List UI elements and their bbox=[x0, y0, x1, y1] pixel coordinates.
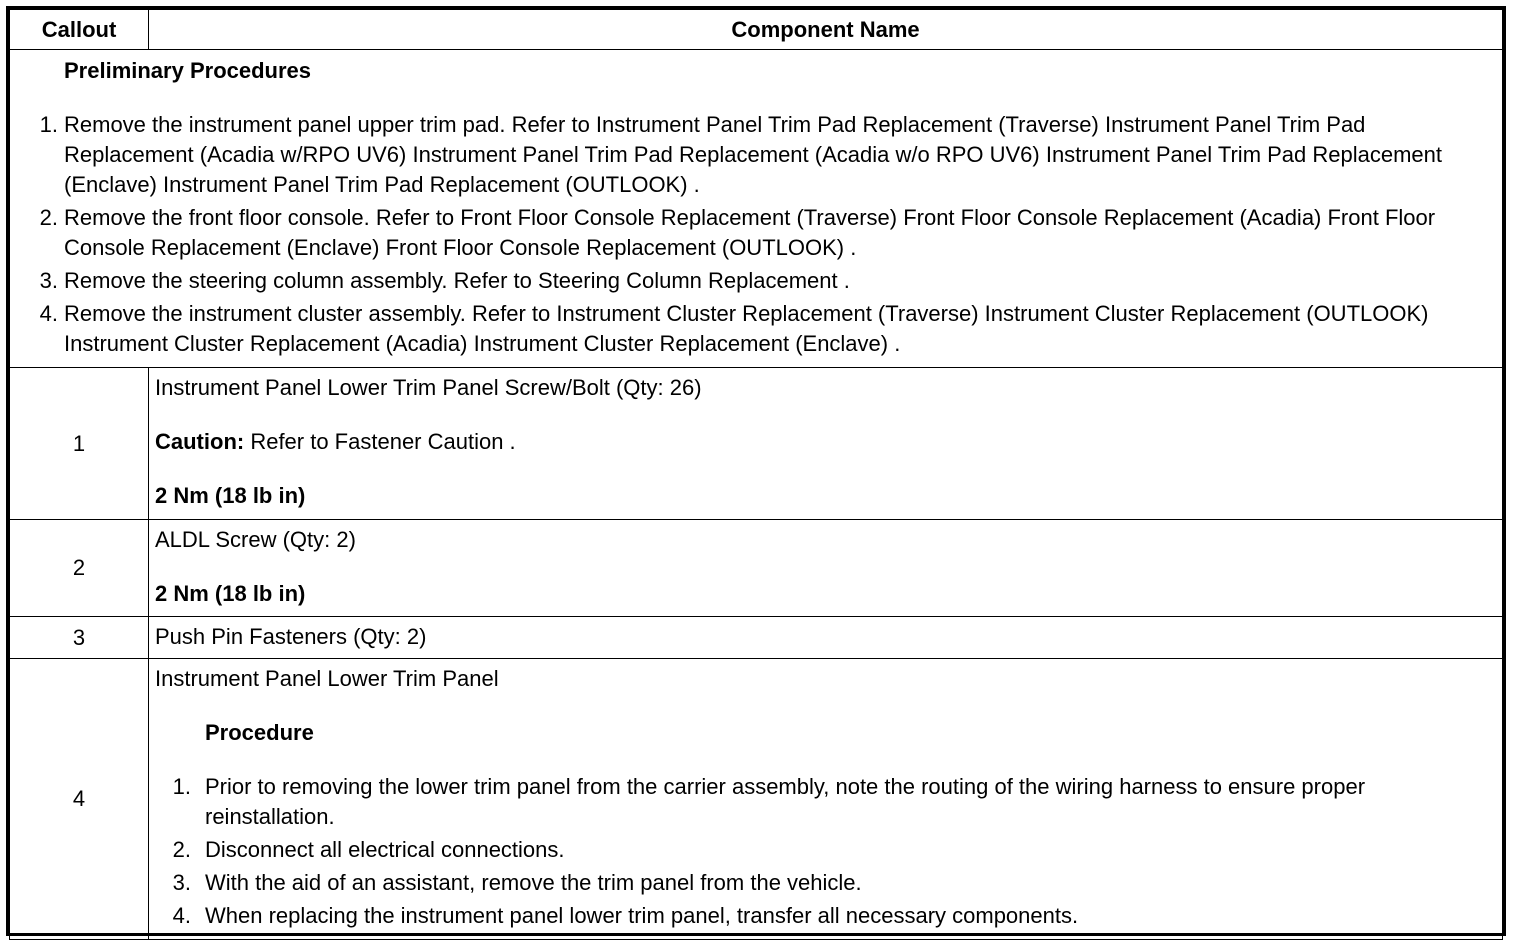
callout-number: 4 bbox=[10, 659, 149, 940]
component-name-header: Component Name bbox=[149, 10, 1503, 50]
component-cell bbox=[149, 659, 1503, 940]
preliminary-step bbox=[20, 266, 1492, 296]
callout-number: 3 bbox=[10, 617, 149, 659]
component-name: Instrument Panel Lower Trim Panel bbox=[155, 666, 499, 691]
caution-note bbox=[155, 427, 1496, 457]
step-number: 1. bbox=[172, 774, 191, 799]
torque-spec: 2 Nm (18 lb in) bbox=[155, 581, 306, 606]
preliminary-step bbox=[20, 203, 1492, 263]
step-text: Disconnect all electrical connections. bbox=[205, 837, 565, 862]
table-row bbox=[10, 659, 1503, 940]
preliminary-cell bbox=[10, 50, 1503, 368]
table-row bbox=[10, 520, 1503, 617]
component-name: ALDL Screw (Qty: 2) bbox=[155, 527, 356, 552]
step-text: With the aid of an assistant, remove the trim panel from the vehicle. bbox=[205, 870, 862, 895]
step-text: When replacing the instrument panel lower trim panel, transfer all necessary components. bbox=[205, 903, 1079, 928]
step-text: Prior to removing the lower trim panel from the carrier assembly, note the routing of the wiring harness to ensure proper reinstallation. bbox=[205, 774, 1366, 829]
table-row bbox=[10, 617, 1503, 659]
component-cell bbox=[149, 520, 1503, 617]
preliminary-step bbox=[20, 299, 1492, 359]
step-number: 2. bbox=[172, 837, 191, 862]
procedure-step bbox=[155, 772, 1496, 832]
caution-text: Refer to Fastener Caution . bbox=[244, 429, 516, 454]
procedure-title: Procedure bbox=[205, 720, 314, 745]
step-number: 4. bbox=[172, 903, 191, 928]
step-text: Remove the front floor console. Refer to Front Floor Console Replacement (Traverse) Front Floor Console Replacement (Acadia) Front Floor Console Replacement (Enclave) Front Floor Console Replacement (OUTLOOK) . bbox=[64, 205, 1436, 260]
component-table-frame bbox=[6, 6, 1506, 936]
preliminary-title: Preliminary Procedures bbox=[64, 58, 312, 83]
step-number: 2. bbox=[39, 205, 58, 230]
procedure-steps bbox=[155, 772, 1496, 931]
table-header-row bbox=[10, 10, 1503, 50]
procedure-step bbox=[155, 868, 1496, 898]
callout-header: Callout bbox=[10, 10, 149, 50]
component-name: Push Pin Fasteners (Qty: 2) bbox=[155, 624, 427, 649]
step-text: Remove the steering column assembly. Refer to Steering Column Replacement . bbox=[64, 268, 850, 293]
preliminary-step bbox=[20, 110, 1492, 200]
step-number: 1. bbox=[39, 112, 58, 137]
step-number: 3. bbox=[172, 870, 191, 895]
step-text: Remove the instrument cluster assembly. Refer to Instrument Cluster Replacement (Traverse) Instrument Cluster Replacement (OUTLOOK) Instrument Cluster Replacement (Acadia) Instrument Cluster Replacement (Enclave) . bbox=[64, 301, 1429, 356]
callout-number: 2 bbox=[10, 520, 149, 617]
component-cell bbox=[149, 368, 1503, 520]
procedure-step bbox=[155, 901, 1496, 931]
procedure-step bbox=[155, 835, 1496, 865]
step-number: 4. bbox=[39, 301, 58, 326]
preliminary-row bbox=[10, 50, 1503, 368]
callout-number: 1 bbox=[10, 368, 149, 520]
table-row bbox=[10, 368, 1503, 520]
preliminary-steps bbox=[20, 110, 1492, 359]
component-table bbox=[9, 9, 1503, 940]
step-text: Remove the instrument panel upper trim pad. Refer to Instrument Panel Trim Pad Replacement (Traverse) Instrument Panel Trim Pad Replacement (Acadia w/RPO UV6) Instrument Panel Trim Pad Replacement (Acadia w/o RPO UV6) Instrument Panel Trim Pad Replacement (Enclave) Instrument Panel Trim Pad Replacement (OUTLOOK) . bbox=[64, 112, 1443, 197]
component-cell bbox=[149, 617, 1503, 659]
component-name: Instrument Panel Lower Trim Panel Screw/Bolt (Qty: 26) bbox=[155, 375, 702, 400]
step-number: 3. bbox=[39, 268, 58, 293]
caution-label: Caution: bbox=[155, 429, 245, 454]
torque-spec: 2 Nm (18 lb in) bbox=[155, 483, 306, 508]
